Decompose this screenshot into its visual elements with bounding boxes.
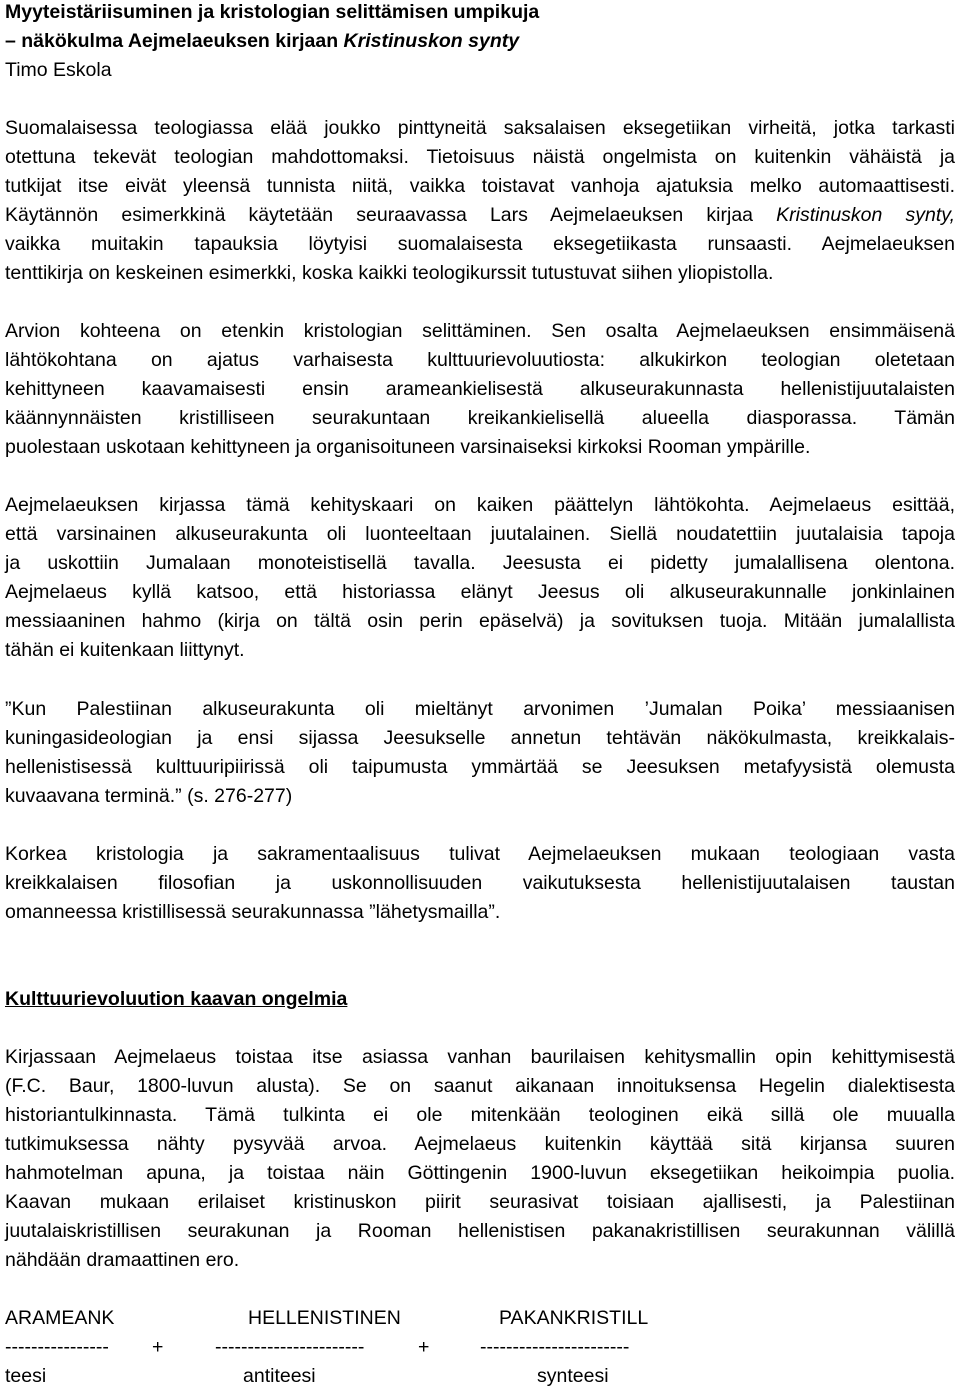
p5-line-5: hahmotelman apuna, ja toistaa näin Göttingenin 1900-luvun eksegetiikan heikoimpia puolia. [5, 1162, 955, 1184]
quote-line-1: ”Kun Palestiinan alkuseurakunta oli mieltänyt arvonimen ’Jumalan Poika’ messiaanisen [5, 698, 955, 720]
p1-line-4 [5, 203, 955, 227]
book-title: Kristinuskon synty [343, 30, 520, 52]
p1-line-5: vaikka muitakin tapauksia löytyisi suomalaisesta eksegetiikasta runsaasti. Aejmelaeuksen [5, 233, 955, 255]
p5-line-3: historiantulkinnasta. Tämä tulkinta ei ole mitenkään teologinen eikä sillä ole muualla [5, 1104, 955, 1126]
p5-line-4: tutkimuksessa nähty pysyvää arvoa. Aejmelaeus kuitenkin käyttää sitä kirjansa suuren [5, 1133, 955, 1155]
p1-line-1: Suomalaisessa teologiassa elää joukko pinttyneitä saksalaisen eksegetiikan virheitä, jotka tarkasti [5, 117, 955, 139]
p3-line-3: ja uskottiin Jumalaan monoteistisellä tavalla. Jeesusta ei pidetty jumalallisena olentona. [5, 552, 955, 574]
p2-line-2: lähtökohtana on ajatus varhaisesta kulttuurievoluutiosta: alkukirkon teologian oletetaan [5, 349, 955, 371]
p4-line-2: kreikkalaisen filosofian ja uskonnollisuuden vaikutuksesta hellenistijuutalaisen taustan [5, 872, 955, 894]
p1-line-2: otettuna tekevät teologian mahdottomaksi. Tietoisuus näistä ongelmista on kuitenkin vähäistä ja [5, 146, 955, 168]
scheme-col-1-heading: ARAMEANK [5, 1307, 115, 1329]
p1-line-6: tenttikirja on keskeinen esimerkki, koska kaikki teologikurssit tutustuvat siihen yliopistolla. [5, 262, 774, 284]
p3-line-5: messiaaninen hahmo (kirja on tältä osin perin epäselvä) ja sovituksen tuoja. Mitään jumalallista [5, 610, 955, 632]
p1-book-title: Kristinuskon synty, [776, 204, 955, 226]
p2-line-3: kehittyneen kaavamaisesti ensin arameankielisestä alkuseurakunnasta hellenistijuutalaisten [5, 378, 955, 400]
p3-line-1: Aejmelaeuksen kirjassa tämä kehityskaari on kaiken päättelyn lähtökohta. Aejmelaeus esittää, [5, 494, 955, 516]
p4-line-3: omanneessa kristillisessä seurakunnassa ”lähetysmailla”. [5, 901, 501, 923]
p1-line-3: tutkijat itse eivät yleensä tunnista niitä, vaikka toistavat vanhoja ajatuksia melko automaattisesti. [5, 175, 955, 197]
quote-line-3: hellenistisessä kulttuuripiirissä oli taipumusta ymmärtää se Jeesuksen metafyysistä olemusta [5, 756, 955, 778]
p5-line-8: nähdään dramaattinen ero. [5, 1249, 240, 1271]
scheme-col-2-heading: HELLENISTINEN [248, 1307, 401, 1329]
p2-line-4: käännynnäisten kristilliseen seurakuntaan kreikankielisellä alueella diasporassa. Tämän [5, 407, 955, 429]
title-line-1: Myyteistäriisuminen ja kristologian selittämisen umpikuja [5, 1, 540, 23]
scheme-plus-1: + [152, 1336, 164, 1358]
p3-line-6: tähän ei kuitenkaan liittynyt. [5, 639, 245, 661]
scheme-dashes-3: ----------------------- [480, 1336, 630, 1358]
scheme-thesis: teesi [5, 1365, 47, 1387]
scheme-synthesis: synteesi [537, 1365, 609, 1387]
scheme-dashes-2: ----------------------- [215, 1336, 365, 1358]
p5-line-7: juutalaiskristillisen seurakunan ja Rooman hellenistisen pakanakristillisen seurakunnan välillä [5, 1220, 955, 1242]
scheme-antithesis: antiteesi [243, 1365, 316, 1387]
p1-line-4-text: Käytännön esimerkkinä käytetään seuraavassa Lars Aejmelaeuksen kirjaa [5, 204, 777, 226]
section-heading: Kulttuurievoluution kaavan ongelmia [5, 988, 348, 1010]
author: Timo Eskola [5, 59, 112, 81]
quote-line-4: kuvaavana terminä.” (s. 276-277) [5, 785, 293, 807]
scheme-plus-2: + [418, 1336, 430, 1358]
quote-line-2: kuningasideologian ja ensi sijassa Jeesukselle annetun tehtävän näkökulmasta, kreikkalais- [5, 727, 955, 749]
title-line-2 [5, 29, 519, 53]
p5-line-6: Kaavan mukaan erilaiset kristinuskon piirit seurasivat toisiaan ajallisesti, ja Palestiinan [5, 1191, 955, 1213]
p2-line-5: puolestaan uskotaan kehittyneen ja organisoituneen varsinaiseksi kirkoksi Rooman ympärille. [5, 436, 811, 458]
p5-line-1: Kirjassaan Aejmelaeus toistaa itse asiassa vanhan baurilaisen kehitysmallin opin kehittymisestä [5, 1046, 955, 1068]
p3-line-2: että varsinainen alkuseurakunta oli luonteeltaan juutalainen. Siellä noudatettiin juutalaisia tapoja [5, 523, 955, 545]
scheme-col-3-heading: PAKANKRISTILL [499, 1307, 649, 1329]
p4-line-1: Korkea kristologia ja sakramentaalisuus tulivat Aejmelaeuksen mukaan teologiaan vasta [5, 843, 955, 865]
scheme-dashes-1: ---------------- [5, 1336, 109, 1358]
title-line-2-prefix: – näkökulma Aejmelaeuksen kirjaan [5, 30, 344, 52]
p5-line-2: (F.C. Baur, 1800-luvun alusta). Se on saanut aikanaan innoituksensa Hegelin dialektisesta [5, 1075, 955, 1097]
p2-line-1: Arvion kohteena on etenkin kristologian selittäminen. Sen osalta Aejmelaeuksen ensimmäisenä [5, 320, 955, 342]
p3-line-4: Aejmelaeus kyllä katsoo, että historiassa elänyt Jeesus oli alkuseurakunnalle jonkinlainen [5, 581, 955, 603]
